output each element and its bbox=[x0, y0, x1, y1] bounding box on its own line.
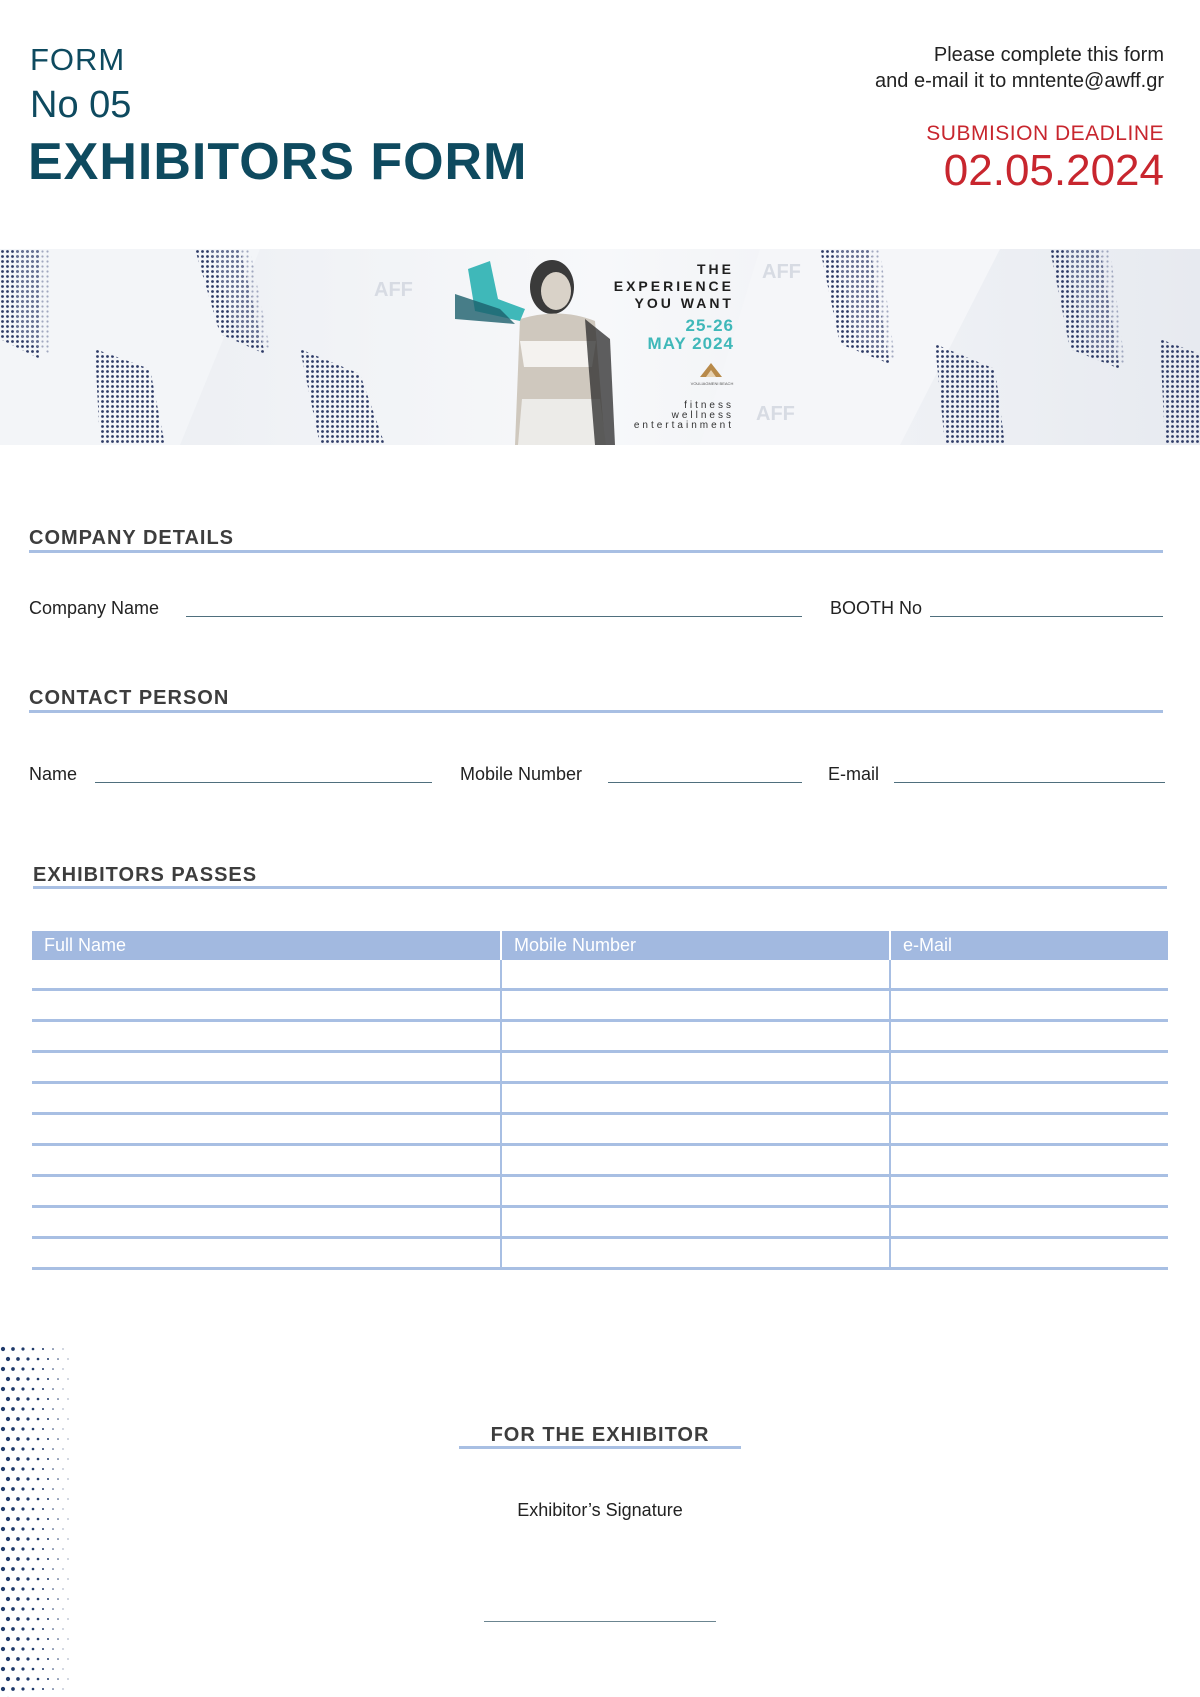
cell-full-name[interactable] bbox=[32, 1207, 501, 1238]
cell-full-name[interactable] bbox=[32, 990, 501, 1021]
company-name-field[interactable] bbox=[186, 616, 802, 617]
cell-full-name[interactable] bbox=[32, 1145, 501, 1176]
table-row bbox=[32, 1145, 1168, 1176]
company-name-label: Company Name bbox=[29, 598, 160, 618]
cell-email[interactable] bbox=[890, 1207, 1168, 1238]
section-title-contact-person: CONTACT PERSON bbox=[29, 687, 230, 709]
contact-email-field[interactable] bbox=[894, 782, 1165, 783]
sub-wellness: wellness bbox=[671, 410, 734, 421]
table-row bbox=[32, 1114, 1168, 1145]
cell-email[interactable] bbox=[890, 1052, 1168, 1083]
form-label: FORM bbox=[30, 42, 126, 77]
cell-full-name[interactable] bbox=[32, 960, 501, 990]
table-row bbox=[32, 1052, 1168, 1083]
contact-email-label: E-mail bbox=[828, 764, 880, 784]
venue-name: VOULIAGMENI BEACH bbox=[690, 381, 734, 386]
cell-full-name[interactable] bbox=[32, 1114, 501, 1145]
event-banner bbox=[0, 249, 1200, 445]
cell-email[interactable] bbox=[890, 1114, 1168, 1145]
cell-full-name[interactable] bbox=[32, 1083, 501, 1114]
table-row bbox=[32, 1176, 1168, 1207]
banner-watermark: AFF bbox=[374, 279, 413, 301]
cell-email[interactable] bbox=[890, 1145, 1168, 1176]
column-header-full-name: Full Name bbox=[32, 931, 501, 960]
instructions-line-1: Please complete this form bbox=[933, 44, 1164, 66]
section-title-company-details: COMPANY DETAILS bbox=[29, 527, 235, 549]
section-divider bbox=[459, 1446, 741, 1449]
cell-email[interactable] bbox=[890, 1176, 1168, 1207]
cell-full-name[interactable] bbox=[32, 1176, 501, 1207]
banner-graphic bbox=[0, 249, 1200, 445]
table-row bbox=[32, 1207, 1168, 1238]
cell-mobile-number[interactable] bbox=[501, 1145, 890, 1176]
booth-number-label: BOOTH No bbox=[830, 598, 923, 618]
decorative-dot-pattern bbox=[0, 1345, 80, 1697]
contact-name-field[interactable] bbox=[95, 782, 432, 783]
column-header-mobile-number: Mobile Number bbox=[501, 931, 890, 960]
cell-mobile-number[interactable] bbox=[501, 1021, 890, 1052]
section-divider bbox=[29, 550, 1163, 553]
table-row bbox=[32, 960, 1168, 990]
signature-label: Exhibitor’s Signature bbox=[517, 1500, 683, 1520]
cell-mobile-number[interactable] bbox=[501, 1176, 890, 1207]
sub-entertainment: entertainment bbox=[633, 420, 734, 431]
column-header-email: e-Mail bbox=[890, 931, 1168, 960]
cell-email[interactable] bbox=[890, 1021, 1168, 1052]
cell-mobile-number[interactable] bbox=[501, 1238, 890, 1269]
table-row bbox=[32, 1083, 1168, 1114]
cell-email[interactable] bbox=[890, 1238, 1168, 1269]
cell-email[interactable] bbox=[890, 990, 1168, 1021]
passes-table-header bbox=[32, 931, 1168, 960]
instructions-line-2: and e-mail it to mntente@awff.gr bbox=[875, 70, 1164, 92]
instructions bbox=[875, 42, 1164, 94]
deadline-date: 02.05.2024 bbox=[943, 146, 1164, 195]
cell-full-name[interactable] bbox=[32, 1052, 501, 1083]
banner-subtitle bbox=[634, 401, 734, 431]
sub-fitness: fitness bbox=[684, 400, 734, 411]
booth-number-field[interactable] bbox=[930, 616, 1163, 617]
section-title-for-the-exhibitor: FOR THE EXHIBITOR bbox=[490, 1424, 710, 1446]
tagline-line-2: EXPERIENCE bbox=[613, 278, 734, 294]
banner-watermark: AFF bbox=[756, 403, 795, 425]
table-row bbox=[32, 1238, 1168, 1269]
cell-email[interactable] bbox=[890, 960, 1168, 990]
page-title: EXHIBITORS FORM bbox=[28, 133, 528, 191]
cell-mobile-number[interactable] bbox=[501, 1083, 890, 1114]
contact-mobile-field[interactable] bbox=[608, 782, 802, 783]
passes-table bbox=[32, 931, 1168, 1270]
section-title-exhibitors-passes: EXHIBITORS PASSES bbox=[33, 864, 258, 886]
form-number: No 05 bbox=[30, 84, 132, 126]
venue-logo-icon bbox=[698, 361, 724, 379]
cell-mobile-number[interactable] bbox=[501, 1114, 890, 1145]
contact-name-label: Name bbox=[29, 764, 78, 784]
deadline-label: SUBMISION DEADLINE bbox=[926, 122, 1164, 145]
cell-mobile-number[interactable] bbox=[501, 960, 890, 990]
cell-full-name[interactable] bbox=[32, 1238, 501, 1269]
tagline-line-3: YOU WANT bbox=[634, 295, 734, 311]
cell-full-name[interactable] bbox=[32, 1021, 501, 1052]
cell-mobile-number[interactable] bbox=[501, 1207, 890, 1238]
cell-mobile-number[interactable] bbox=[501, 1052, 890, 1083]
banner-watermark: AFF bbox=[762, 261, 801, 283]
section-divider bbox=[29, 710, 1163, 713]
signature-field[interactable] bbox=[484, 1621, 716, 1622]
section-divider bbox=[33, 886, 1167, 889]
table-row bbox=[32, 990, 1168, 1021]
table-row bbox=[32, 1021, 1168, 1052]
event-days: 25-26 bbox=[685, 316, 734, 335]
banner-tagline bbox=[614, 261, 734, 312]
contact-mobile-label: Mobile Number bbox=[460, 764, 583, 784]
cell-email[interactable] bbox=[890, 1083, 1168, 1114]
tagline-line-1: THE bbox=[697, 261, 734, 277]
event-month-year: MAY 2024 bbox=[647, 334, 734, 353]
cell-mobile-number[interactable] bbox=[501, 990, 890, 1021]
event-dates bbox=[648, 317, 734, 353]
